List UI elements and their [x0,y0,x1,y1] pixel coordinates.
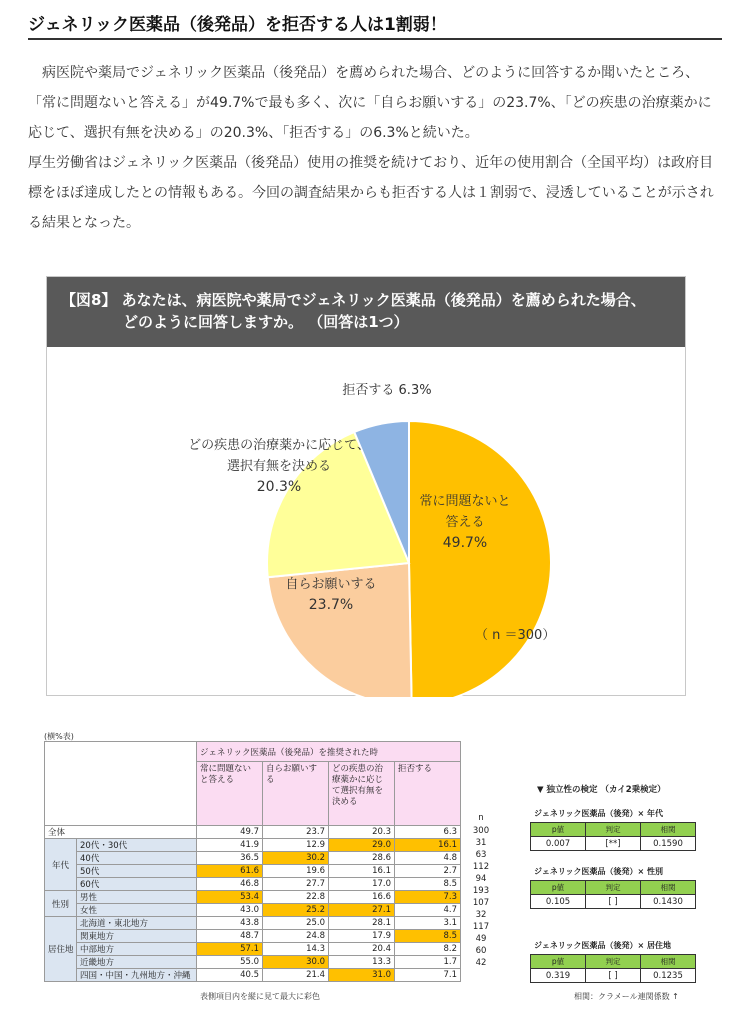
table-row [45,839,461,852]
sample-size-note: （ n ＝300） [475,628,556,643]
col-header: 自らお願いする [263,762,329,826]
slice-label: 常に問題ないと [419,494,511,509]
table-cell: 22.8 [263,891,329,904]
test-header: 判定 [586,881,641,895]
table-row [45,878,461,891]
table-cell: 53.4 [197,891,263,904]
table-cell: 25.2 [263,904,329,917]
figure-title-line1: 【図8】 あなたは、病医院や薬局でジェネリック医薬品（後発品）を薦められた場合、 [61,291,646,309]
table-cell: 30.0 [263,956,329,969]
table-row [45,826,461,839]
table-cell: 46.8 [197,878,263,891]
pie-slice [409,421,551,697]
row-label: 北海道・東北地方 [77,917,197,930]
table-corner [45,742,197,826]
table-row [45,956,461,969]
row-label: 男性 [77,891,197,904]
table-row [45,917,461,930]
table-cell: 27.1 [329,904,395,917]
table-cell: 30.2 [263,852,329,865]
table-cell: 43.8 [197,917,263,930]
test-value: 0.1590 [641,837,696,851]
table-cell: 16.1 [395,839,461,852]
test-value: [ ] [586,895,641,909]
row-label: 全体 [45,826,197,839]
table-cell: 3.1 [395,917,461,930]
table-cell: 43.0 [197,904,263,917]
table-row [45,891,461,904]
test-footnote: 相関：クラメール連関係数 ↑ [574,992,679,1001]
n-value: 94 [475,873,487,884]
test-value: 0.105 [531,895,586,909]
table-cell: 24.8 [263,930,329,943]
col-header: どの疾患の治療薬かに応じて選択有無を決める [329,762,395,826]
test-box-title: ジェネリック医薬品（後発）× 性別 [534,867,664,876]
table-row [45,930,461,943]
test-header: 相関 [641,823,696,837]
test-header: 判定 [586,823,641,837]
table-cell: 17.0 [329,878,395,891]
table-cell: 49.7 [197,826,263,839]
slice-percent: 20.3% [256,479,302,495]
table-row [45,943,461,956]
table-cell: 19.6 [263,865,329,878]
n-value: 112 [472,861,490,872]
table-cell: 17.9 [329,930,395,943]
table-topic: ジェネリック医薬品（後発品）を推奨された時 [197,742,461,762]
test-header: 判定 [586,955,641,969]
body-text [28,58,718,238]
row-label: 中部地方 [77,943,197,956]
table-cell: 57.1 [197,943,263,956]
table-cell: 28.1 [329,917,395,930]
table-footnote: 表側項目内を縦に見て最大に彩色 [200,992,320,1001]
figure-8 [46,276,686,696]
n-value: 49 [475,933,487,944]
table-cell: 20.4 [329,943,395,956]
table-row [45,904,461,917]
group-label: 年代 [45,839,77,891]
col-header: 常に問題ないと答える [197,762,263,826]
test-value: 0.007 [531,837,586,851]
n-value: 31 [475,837,487,848]
table-cell: 31.0 [329,969,395,982]
n-value: 42 [475,957,487,968]
table-cell: 16.6 [329,891,395,904]
body-paragraph-2: 厚生労働省はジェネリック医薬品（後発品）使用の推奨を続けており、近年の使用割合（全国平均）は政府目標をほぼ達成したとの情報もある。今回の調査結果からも拒否する人は１割弱で、浸透していることが示される結果となった。 [28,155,714,231]
table-cell: 41.9 [197,839,263,852]
row-label: 20代・30代 [77,839,197,852]
body-paragraph-1: 病医院や薬局でジェネリック医薬品（後発品）を薦められた場合、どのように回答するか聞いたところ、「常に問題ないと答える」が49.7%で最も多く、次に「自らお願いする」の23.7%、「どの疾患の治療薬かに応じて、選択有無を決める」の20.3%、「拒否する」の6.3%と続いた。 [28,65,712,141]
figure-header [47,277,685,347]
table-cell: 21.4 [263,969,329,982]
n-value: 60 [475,945,487,956]
table-cell: 36.5 [197,852,263,865]
test-box-title: ジェネリック医薬品（後発）× 年代 [534,809,664,818]
n-value: n [478,812,484,823]
test-value: 0.1430 [641,895,696,909]
table-cell: 12.9 [263,839,329,852]
table-cell: 1.7 [395,956,461,969]
table-cell: 14.3 [263,943,329,956]
test-value: 0.319 [531,969,586,983]
table-cell: 7.1 [395,969,461,982]
table-row [45,969,461,982]
n-value: 300 [472,825,490,836]
group-label: 居住地 [45,917,77,982]
table-cell: 29.0 [329,839,395,852]
test-value: 0.1235 [641,969,696,983]
table-cell: 6.3 [395,826,461,839]
page-headline: ジェネリック医薬品（後発品）を拒否する人は1割弱！ [28,10,722,40]
cross-table [44,741,461,982]
test-header: p値 [531,955,586,969]
slice-label: 自らお願いする [285,577,377,592]
slice-label: 選択有無を決める [226,459,332,474]
slice-percent: 49.7% [442,535,488,551]
test-header: 相関 [641,881,696,895]
test-header: p値 [531,881,586,895]
table-cell: 8.2 [395,943,461,956]
group-label: 性別 [45,891,77,917]
slice-percent: 23.7% [308,597,354,613]
table-cell: 28.6 [329,852,395,865]
table-cell: 4.7 [395,904,461,917]
row-label: 女性 [77,904,197,917]
figure-title-line2: どのように回答しますか。 （回答は1つ） [123,313,409,331]
table-cell: 25.0 [263,917,329,930]
table-caption: (横%表) [44,732,74,741]
table-cell: 13.3 [329,956,395,969]
pie-chart [47,347,687,697]
n-value: 117 [472,921,490,932]
test-box [530,822,696,851]
table-cell: 27.7 [263,878,329,891]
table-cell: 2.7 [395,865,461,878]
table-cell: 61.6 [197,865,263,878]
table-cell: 55.0 [197,956,263,969]
n-value: 193 [472,885,490,896]
table-cell: 48.7 [197,930,263,943]
n-value: 63 [475,849,487,860]
col-header: 拒否する [395,762,461,826]
table-row [45,865,461,878]
table-cell: 23.7 [263,826,329,839]
table-row [45,852,461,865]
table-cell: 8.5 [395,930,461,943]
test-value: [**] [586,837,641,851]
row-label: 60代 [77,878,197,891]
test-box [530,880,696,909]
test-box [530,954,696,983]
table-cell: 20.3 [329,826,395,839]
n-value: 107 [472,897,490,908]
row-label: 近畿地方 [77,956,197,969]
table-cell: 8.5 [395,878,461,891]
row-label: 関東地方 [77,930,197,943]
test-header: 相関 [641,955,696,969]
test-header: p値 [531,823,586,837]
slice-label: 拒否する 6.3% [342,383,432,398]
row-label: 四国・中国・九州地方・沖縄 [77,969,197,982]
row-label: 50代 [77,865,197,878]
slice-label: どの疾患の治療薬かに応じて、 [188,438,370,453]
test-value: [ ] [586,969,641,983]
test-box-title: ジェネリック医薬品（後発）× 居住地 [534,941,672,950]
table-cell: 4.8 [395,852,461,865]
slice-label: 答える [445,515,485,530]
test-title: ▼ 独立性の検定 （カイ2乗検定） [537,785,666,795]
table-cell: 16.1 [329,865,395,878]
table-cell: 7.3 [395,891,461,904]
row-label: 40代 [77,852,197,865]
n-value: 32 [475,909,487,920]
table-cell: 40.5 [197,969,263,982]
